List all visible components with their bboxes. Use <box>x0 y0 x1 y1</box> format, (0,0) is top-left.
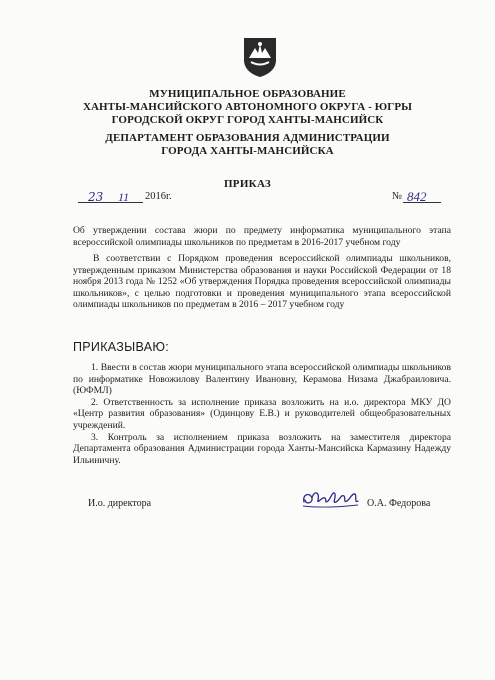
signatory-name: О.А. Федорова <box>367 498 431 509</box>
organization-heading <box>0 88 495 127</box>
date-month: 11 <box>118 190 130 204</box>
coat-of-arms-icon <box>243 36 277 78</box>
order-directive-word: ПРИКАЗЫВАЮ: <box>73 340 170 354</box>
order-item: 2. Ответственность за исполнение приказа возложить на и.о. директора МКУ ДО «Центр развития образования» (Одинцову Е.В.) и руководителей общеобразовательных учреждений. <box>73 396 451 431</box>
date-day-underline <box>78 202 116 203</box>
org-line-1: МУНИЦИПАЛЬНОЕ ОБРАЗОВАНИЕ <box>149 88 346 100</box>
org-line-2: ХАНТЫ-МАНСИЙСКОГО АВТОНОМНОГО ОКРУГА - ЮГРЫ <box>82 101 413 113</box>
department-heading <box>0 132 495 158</box>
number-underline <box>403 202 441 203</box>
document-type: ПРИКАЗ <box>223 178 272 190</box>
order-date-number-line <box>0 190 495 210</box>
handwritten-signature <box>300 484 362 512</box>
dept-line-2: ГОРОДА ХАНТЫ-МАНСИЙСКА <box>161 145 334 157</box>
order-item: 1. Ввести в состав жюри муниципального этапа всероссийской олимпиады школьников по информатике Новожилову Валентину Ивановну, Керамова Низама Джабраиловича. (ЮФМЛ) <box>73 362 451 397</box>
dept-line-1: ДЕПАРТАМЕНТ ОБРАЗОВАНИЯ АДМИНИСТРАЦИИ <box>105 132 390 144</box>
order-items <box>73 362 451 466</box>
order-subject: Об утверждении состава жюри по предмету информатика муниципального этапа всероссийской олимпиады школьников по предметам в 2016-2017 учебном году <box>73 225 451 248</box>
order-item: 3. Контроль за исполнением приказа возложить на заместителя директора Департамента образования Администрации города Ханты-Мансийска Кармазину Надежду Ильиничну. <box>73 431 451 466</box>
date-month-underline <box>115 202 143 203</box>
org-line-3: ГОРОДСКОЙ ОКРУГ ГОРОД ХАНТЫ-МАНСИЙСК <box>111 114 384 126</box>
number-label: № <box>392 191 403 202</box>
signatory-role: И.о. директора <box>88 498 152 509</box>
order-number: 842 <box>407 189 427 204</box>
order-preamble: В соответствии с Порядком проведения всероссийской олимпиады школьников, утвержденным приказом Министерства образования и науки Российской Федерации от 18 ноября 2013 года № 1252 «Об утверждения Порядка проведения всероссийской олимпиады школьников», с целью подготовки и проведения муниципального этапа всероссийской олимпиады школьников по предметам в 2016 – 2017 учебном году <box>73 253 451 311</box>
date-year: 2016г. <box>145 191 172 202</box>
date-day: 23 <box>88 190 104 204</box>
